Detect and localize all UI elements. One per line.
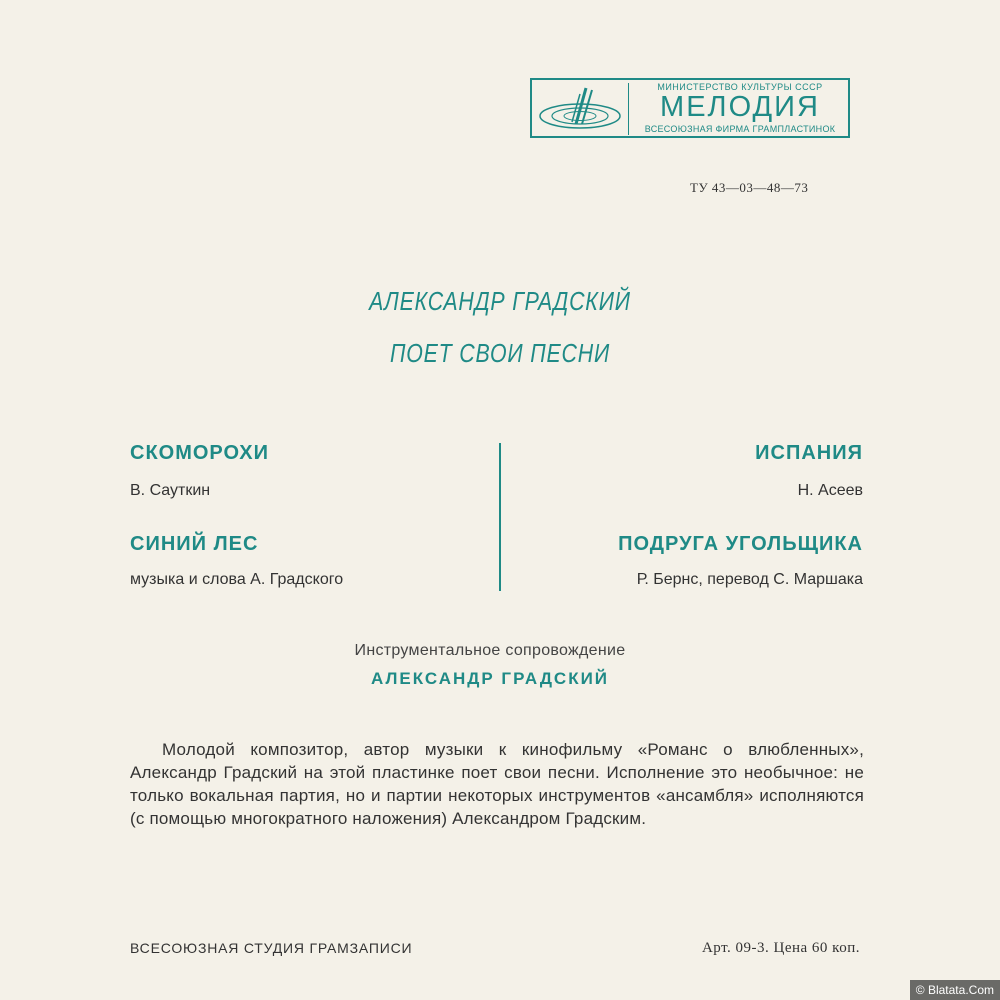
track-title-ispaniya: ИСПАНИЯ xyxy=(755,442,863,464)
album-title-artist: АЛЕКСАНДР ГРАДСКИЙ xyxy=(369,286,631,316)
accompaniment-name: АЛЕКСАНДР ГРАДСКИЙ xyxy=(370,669,610,688)
track-author-siniy-les: музыка и слова А. Градского xyxy=(130,571,344,588)
catalog-code: ТУ 43—03—48—73 xyxy=(690,180,809,195)
watermark: © Blatata.Com xyxy=(910,980,1000,1000)
track-author-ispaniya: Н. Асеев xyxy=(797,482,863,499)
column-divider xyxy=(499,443,501,591)
record-emblem-icon xyxy=(536,84,624,134)
studio-name: ВСЕСОЮЗНАЯ СТУДИЯ ГРАМЗАПИСИ xyxy=(130,940,413,956)
track-author-podruga-ugolshchika: Р. Бернс, перевод С. Маршака xyxy=(636,571,863,588)
accompaniment-label: Инструментальное сопровождение xyxy=(354,642,626,659)
track-title-podruga-ugolshchika: ПОДРУГА УГОЛЬЩИКА xyxy=(618,533,863,555)
track-author-skomorokhi: В. Сауткин xyxy=(130,482,211,499)
melodiya-logo xyxy=(530,78,850,138)
price-info: Арт. 09-3. Цена 60 коп. xyxy=(701,940,860,956)
logo-firm-text: ВСЕСОЮЗНАЯ ФИРМА ГРАМПЛАСТИНОК xyxy=(644,124,836,134)
track-title-siniy-les: СИНИЙ ЛЕС xyxy=(130,533,259,555)
album-description: Молодой композитор, автор музыки к кинофильму «Романс о влюбленных», Александр Градский на этой пластинке поет свои песни. Исполнение это необычное: не только вокальная партия, но и партии некоторых инструментов «ансамбля» исполняются (с помощью многократного наложения) Александром Градским. xyxy=(130,740,864,828)
logo-ministry-text: МИНИСТЕРСТВО КУЛЬТУРЫ СССР xyxy=(657,82,823,92)
logo-brand-name: МЕЛОДИЯ xyxy=(660,91,820,123)
track-title-skomorokhi: СКОМОРОХИ xyxy=(130,442,270,464)
logo-divider xyxy=(628,83,629,135)
album-title-subtitle: ПОЕТ СВОИ ПЕСНИ xyxy=(389,338,611,368)
